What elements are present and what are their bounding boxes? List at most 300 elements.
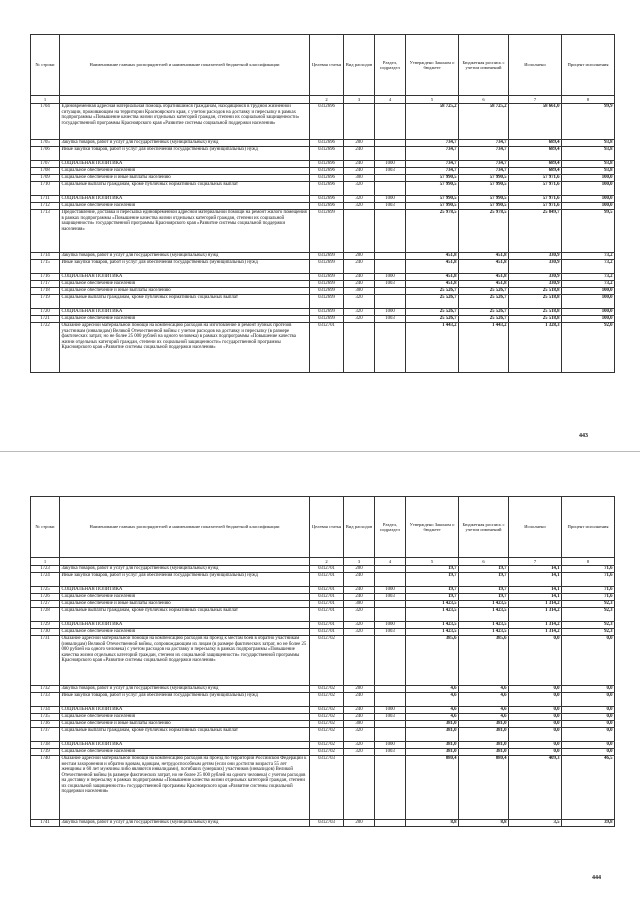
target-article: 0312701 xyxy=(310,587,344,594)
schedule-amount: 25 526,7 xyxy=(459,295,509,309)
execution-percent: 0,0 xyxy=(562,742,615,749)
col-number-6: 6 xyxy=(459,96,509,104)
expense-type xyxy=(344,323,375,373)
document-page-444 xyxy=(0,452,640,905)
indicator-name: Закупка товаров, работ и услуг для государственных (муниципальных) нужд xyxy=(60,686,310,693)
col-number-2: 2 xyxy=(310,558,344,566)
schedule-amount: 57 990,5 xyxy=(459,182,509,196)
execution-percent: 92,3 xyxy=(562,629,615,636)
col-header-expense-type: Вид расходов xyxy=(344,497,375,558)
section-code: 1000 xyxy=(375,707,406,714)
schedule-amount: 451,8 xyxy=(459,260,509,274)
schedule-amount: 734,7 xyxy=(459,168,509,175)
indicator-name: СОЦИАЛЬНАЯ ПОЛИТИКА xyxy=(60,622,310,629)
col-number-2: 2 xyxy=(310,96,344,104)
row-number: 1717 xyxy=(31,281,60,288)
executed-amount: 0,0 xyxy=(509,721,562,728)
section-code xyxy=(375,636,406,686)
section-code: 1000 xyxy=(375,196,406,203)
executed-amount: 0,0 xyxy=(509,686,562,693)
col-header-section: Раздел, подраздел xyxy=(375,35,406,96)
table-row xyxy=(31,316,615,323)
indicator-name: Социальное обеспечение населения xyxy=(60,168,310,175)
target-article: 0312701 xyxy=(310,594,344,601)
section-code xyxy=(375,260,406,274)
execution-percent: 100,0 xyxy=(562,295,615,309)
row-number: 1711 xyxy=(31,196,60,203)
approved-amount: 385,6 xyxy=(406,636,459,686)
indicator-name: Закупка товаров, работ и услуг для государственных (муниципальных) нужд xyxy=(60,566,310,573)
row-number: 1710 xyxy=(31,182,60,196)
target-article: 0312699 xyxy=(310,274,344,281)
execution-percent: 0,0 xyxy=(562,686,615,693)
execution-percent: 99,5 xyxy=(562,210,615,253)
executed-amount: 0,0 xyxy=(509,714,562,721)
expense-type: 320 xyxy=(344,295,375,309)
executed-amount: 330,9 xyxy=(509,281,562,288)
target-article: 0312699 xyxy=(310,309,344,316)
row-number: 1721 xyxy=(31,316,60,323)
approved-amount: 4,6 xyxy=(406,707,459,714)
col-number-8: 8 xyxy=(562,96,615,104)
executed-amount: 14,1 xyxy=(509,566,562,573)
indicator-name: Иные закупки товаров, работ и услуг для обеспечения государственных (муниципальных) нужд xyxy=(60,147,310,161)
target-article: 0312701 xyxy=(310,566,344,573)
col-header-schedule: Бюджетная роспись с учетом изменений xyxy=(459,35,509,96)
target-article: 0312696 xyxy=(310,147,344,161)
table-row xyxy=(31,573,615,587)
section-code: 1000 xyxy=(375,622,406,629)
row-number: 1726 xyxy=(31,594,60,601)
execution-percent: 100,0 xyxy=(562,196,615,203)
row-number: 1704 xyxy=(31,104,60,140)
table-row xyxy=(31,728,615,742)
approved-amount: 4,6 xyxy=(406,686,459,693)
target-article: 0312701 xyxy=(310,323,344,373)
execution-percent: 71,6 xyxy=(562,587,615,594)
section-code: 1000 xyxy=(375,309,406,316)
target-article: 0312702 xyxy=(310,707,344,714)
schedule-amount: 25 526,7 xyxy=(459,309,509,316)
execution-percent: 93,8 xyxy=(562,161,615,168)
execution-percent: 100,0 xyxy=(562,316,615,323)
executed-amount: 14,1 xyxy=(509,594,562,601)
section-code xyxy=(375,573,406,587)
executed-amount: 25 849,7 xyxy=(509,210,562,253)
approved-amount: 1 423,5 xyxy=(406,601,459,608)
table-row xyxy=(31,749,615,756)
expense-type: 320 xyxy=(344,182,375,196)
col-number-4: 4 xyxy=(375,96,406,104)
indicator-name: СОЦИАЛЬНАЯ ПОЛИТИКА xyxy=(60,707,310,714)
target-article: 0312696 xyxy=(310,175,344,182)
col-number-5: 5 xyxy=(406,96,459,104)
indicator-name: Иные закупки товаров, работ и услуг для обеспечения государственных (муниципальных) нужд xyxy=(60,693,310,707)
expense-type: 320 xyxy=(344,728,375,742)
expense-type: 320 xyxy=(344,629,375,636)
executed-amount: 0,0 xyxy=(509,693,562,707)
expense-type: 200 xyxy=(344,686,375,693)
expense-type xyxy=(344,104,375,140)
target-article: 0312699 xyxy=(310,295,344,309)
schedule-amount: 19,7 xyxy=(459,587,509,594)
row-number: 1732 xyxy=(31,686,60,693)
indicator-name: Предоставление, доставка и пересылка единовременной адресной материальной помощи на ремонт жилого помещения в рамках подпрограммы «Повышение качества жизни отдельных категорий граждан, степени их социальной защищенности» государственной программы Красноярского края «Развитие системы социальной поддержки населения» xyxy=(60,210,310,253)
approved-amount: 381,0 xyxy=(406,742,459,749)
expense-type: 240 xyxy=(344,587,375,594)
table-row xyxy=(31,295,615,309)
table-row xyxy=(31,622,615,629)
expense-type: 300 xyxy=(344,288,375,295)
target-article: 0312701 xyxy=(310,573,344,587)
execution-percent: 100,0 xyxy=(562,203,615,210)
approved-amount: 25 978,5 xyxy=(406,210,459,253)
target-article: 0312699 xyxy=(310,260,344,274)
row-number: 1724 xyxy=(31,573,60,587)
execution-percent: 71,6 xyxy=(562,594,615,601)
indicator-name: СОЦИАЛЬНАЯ ПОЛИТИКА xyxy=(60,274,310,281)
table-row xyxy=(31,756,615,820)
executed-amount: 0,0 xyxy=(509,728,562,742)
executed-amount: 0,0 xyxy=(509,636,562,686)
expense-type: 240 xyxy=(344,707,375,714)
section-code xyxy=(375,295,406,309)
indicator-name: Социальное обеспечение и иные выплаты населению xyxy=(60,721,310,728)
row-number: 1725 xyxy=(31,587,60,594)
executed-amount: 689,4 xyxy=(509,168,562,175)
execution-percent: 0,0 xyxy=(562,636,615,686)
expense-type: 320 xyxy=(344,203,375,210)
section-code xyxy=(375,175,406,182)
row-number: 1722 xyxy=(31,323,60,373)
row-number: 1731 xyxy=(31,636,60,686)
execution-percent: 0,0 xyxy=(562,728,615,742)
section-code xyxy=(375,608,406,622)
executed-amount: 1 328,3 xyxy=(509,323,562,373)
document-page-443 xyxy=(0,0,640,452)
execution-percent: 46,5 xyxy=(562,756,615,820)
budget-table xyxy=(30,34,615,373)
table-row xyxy=(31,203,615,210)
approved-amount: 4,6 xyxy=(406,693,459,707)
schedule-amount: 451,8 xyxy=(459,274,509,281)
executed-amount: 330,9 xyxy=(509,260,562,274)
section-code xyxy=(375,693,406,707)
schedule-amount: 4,6 xyxy=(459,714,509,721)
target-article: 0312696 xyxy=(310,182,344,196)
execution-percent: 100,0 xyxy=(562,309,615,316)
schedule-amount: 4,6 xyxy=(459,693,509,707)
schedule-amount: 1 423,5 xyxy=(459,622,509,629)
executed-amount: 689,4 xyxy=(509,140,562,147)
schedule-amount: 381,0 xyxy=(459,749,509,756)
schedule-amount: 19,7 xyxy=(459,594,509,601)
indicator-name: СОЦИАЛЬНАЯ ПОЛИТИКА xyxy=(60,309,310,316)
approved-amount: 381,0 xyxy=(406,728,459,742)
approved-amount: 25 526,7 xyxy=(406,295,459,309)
indicator-name: Социальное обеспечение населения xyxy=(60,316,310,323)
schedule-amount: 8,8 xyxy=(459,820,509,827)
section-code xyxy=(375,140,406,147)
schedule-amount: 19,7 xyxy=(459,566,509,573)
executed-amount: 330,9 xyxy=(509,253,562,260)
indicator-name: СОЦИАЛЬНАЯ ПОЛИТИКА xyxy=(60,161,310,168)
schedule-amount: 451,8 xyxy=(459,253,509,260)
executed-amount: 57 971,6 xyxy=(509,175,562,182)
schedule-amount: 57 990,5 xyxy=(459,196,509,203)
expense-type: 320 xyxy=(344,742,375,749)
approved-amount: 57 990,5 xyxy=(406,182,459,196)
section-code xyxy=(375,288,406,295)
approved-amount: 25 526,7 xyxy=(406,316,459,323)
section-code: 1003 xyxy=(375,168,406,175)
section-code xyxy=(375,566,406,573)
target-article: 0312702 xyxy=(310,636,344,686)
table-row xyxy=(31,714,615,721)
table-row xyxy=(31,636,615,686)
expense-type: 240 xyxy=(344,161,375,168)
row-number: 1720 xyxy=(31,309,60,316)
page-number: 444 xyxy=(592,875,601,881)
schedule-amount: 25 978,5 xyxy=(459,210,509,253)
section-code xyxy=(375,182,406,196)
execution-percent: 100,0 xyxy=(562,182,615,196)
col-number-7: 7 xyxy=(509,96,562,104)
schedule-amount: 57 990,5 xyxy=(459,203,509,210)
expense-type xyxy=(344,210,375,253)
table-row xyxy=(31,566,615,573)
executed-amount: 1 314,2 xyxy=(509,608,562,622)
section-code xyxy=(375,756,406,820)
col-number-3: 3 xyxy=(344,558,375,566)
approved-amount: 734,7 xyxy=(406,147,459,161)
execution-percent: 92,3 xyxy=(562,601,615,608)
execution-percent: 93,8 xyxy=(562,140,615,147)
target-article: 0312696 xyxy=(310,161,344,168)
row-number: 1741 xyxy=(31,820,60,827)
schedule-amount: 1 443,2 xyxy=(459,323,509,373)
executed-amount: 14,1 xyxy=(509,587,562,594)
target-article: 0312696 xyxy=(310,168,344,175)
table-row xyxy=(31,168,615,175)
row-number: 1723 xyxy=(31,566,60,573)
expense-type xyxy=(344,756,375,820)
table-row xyxy=(31,594,615,601)
table-row xyxy=(31,608,615,622)
indicator-name: Социальные выплаты гражданам, кроме публичных нормативных социальных выплат xyxy=(60,182,310,196)
target-article: 0312701 xyxy=(310,601,344,608)
col-header-row-number: № строки xyxy=(31,35,60,96)
section-code xyxy=(375,728,406,742)
table-row xyxy=(31,104,615,140)
executed-amount: 1 314,2 xyxy=(509,629,562,636)
col-header-executed: Исполнено xyxy=(509,35,562,96)
approved-amount: 1 443,2 xyxy=(406,323,459,373)
table-row xyxy=(31,693,615,707)
section-code xyxy=(375,820,406,827)
section-code xyxy=(375,601,406,608)
col-header-approved: Утверждено Законом о бюджете xyxy=(406,35,459,96)
col-number-5: 5 xyxy=(406,558,459,566)
target-article: 0312696 xyxy=(310,203,344,210)
col-header-section: Раздел, подраздел xyxy=(375,497,406,558)
schedule-amount: 19,7 xyxy=(459,573,509,587)
col-number-1b xyxy=(60,96,310,104)
indicator-name: Социальное обеспечение населения xyxy=(60,594,310,601)
row-number: 1740 xyxy=(31,756,60,820)
target-article: 0312699 xyxy=(310,281,344,288)
section-code: 1003 xyxy=(375,749,406,756)
col-header-target-article: Целевая статья xyxy=(310,497,344,558)
executed-amount: 25 518,8 xyxy=(509,295,562,309)
execution-percent: 71,6 xyxy=(562,566,615,573)
approved-amount: 451,8 xyxy=(406,253,459,260)
indicator-name: СОЦИАЛЬНАЯ ПОЛИТИКА xyxy=(60,196,310,203)
approved-amount: 25 526,7 xyxy=(406,309,459,316)
executed-amount: 330,9 xyxy=(509,274,562,281)
expense-type: 240 xyxy=(344,147,375,161)
section-code xyxy=(375,210,406,253)
indicator-name: Единовременная адресная материальная помощь обратившимся гражданам, находящимся в трудной жизненной ситуации, проживающим на территории Красноярского края, с учетом расходов на доставку и пересылку в рамках подпрограммы «Повышение качества жизни отдельных категорий граждан, степени их социальной защищенности» государственной программы Красноярского края «Развитие системы социальной поддержки населения» xyxy=(60,104,310,140)
table-row xyxy=(31,601,615,608)
executed-amount: 409,3 xyxy=(509,756,562,820)
col-header-expense-type: Вид расходов xyxy=(344,35,375,96)
approved-amount: 1 423,5 xyxy=(406,622,459,629)
table-row xyxy=(31,721,615,728)
target-article: 0312699 xyxy=(310,253,344,260)
indicator-name: Социальное обеспечение населения xyxy=(60,281,310,288)
execution-percent: 73,2 xyxy=(562,274,615,281)
execution-percent: 93,8 xyxy=(562,168,615,175)
section-code: 1000 xyxy=(375,742,406,749)
approved-amount: 19,7 xyxy=(406,587,459,594)
row-number: 1705 xyxy=(31,140,60,147)
row-number: 1738 xyxy=(31,742,60,749)
expense-type: 320 xyxy=(344,309,375,316)
schedule-amount: 1 423,5 xyxy=(459,608,509,622)
approved-amount: 451,8 xyxy=(406,260,459,274)
indicator-name: СОЦИАЛЬНАЯ ПОЛИТИКА xyxy=(60,742,310,749)
execution-percent: 73,2 xyxy=(562,253,615,260)
row-number: 1737 xyxy=(31,728,60,742)
col-header-percent: Процент исполнения xyxy=(562,35,615,96)
row-number: 1707 xyxy=(31,161,60,168)
approved-amount: 734,7 xyxy=(406,168,459,175)
execution-percent: 92,0 xyxy=(562,323,615,373)
approved-amount: 57 990,5 xyxy=(406,175,459,182)
row-number: 1734 xyxy=(31,707,60,714)
indicator-name: Закупка товаров, работ и услуг для государственных (муниципальных) нужд xyxy=(60,253,310,260)
expense-type: 240 xyxy=(344,693,375,707)
execution-percent: 92,3 xyxy=(562,622,615,629)
col-header-name: Наименование главных распорядителей и наименование показателей бюджетной классификации xyxy=(60,35,310,96)
schedule-amount: 58 725,2 xyxy=(459,104,509,140)
schedule-amount: 25 526,7 xyxy=(459,316,509,323)
target-article: 0312696 xyxy=(310,196,344,203)
target-article: 0312699 xyxy=(310,316,344,323)
target-article: 0312703 xyxy=(310,756,344,820)
approved-amount: 19,7 xyxy=(406,573,459,587)
table-row xyxy=(31,686,615,693)
executed-amount: 3,5 xyxy=(509,820,562,827)
section-code: 1003 xyxy=(375,281,406,288)
expense-type: 320 xyxy=(344,196,375,203)
section-code xyxy=(375,721,406,728)
approved-amount: 1 423,5 xyxy=(406,608,459,622)
table-row xyxy=(31,820,615,827)
table-row xyxy=(31,288,615,295)
indicator-name: Социальные выплаты гражданам, кроме публичных нормативных социальных выплат xyxy=(60,608,310,622)
row-number: 1716 xyxy=(31,274,60,281)
table-row xyxy=(31,253,615,260)
col-header-name: Наименование главных распорядителей и наименование показателей бюджетной классификации xyxy=(60,497,310,558)
row-number: 1713 xyxy=(31,210,60,253)
table-row xyxy=(31,161,615,168)
col-number-1b xyxy=(60,558,310,566)
col-header-row-number: № строки xyxy=(31,497,60,558)
row-number: 1730 xyxy=(31,629,60,636)
schedule-amount: 381,0 xyxy=(459,721,509,728)
expense-type: 300 xyxy=(344,175,375,182)
executed-amount: 57 971,6 xyxy=(509,203,562,210)
indicator-name: Закупка товаров, работ и услуг для государственных (муниципальных) нужд xyxy=(60,820,310,827)
row-number: 1715 xyxy=(31,260,60,274)
approved-amount: 4,6 xyxy=(406,714,459,721)
indicator-name: СОЦИАЛЬНАЯ ПОЛИТИКА xyxy=(60,587,310,594)
expense-type: 320 xyxy=(344,316,375,323)
approved-amount: 25 526,7 xyxy=(406,288,459,295)
indicator-name: Социальное обеспечение населения xyxy=(60,203,310,210)
table-row xyxy=(31,260,615,274)
section-code: 1003 xyxy=(375,316,406,323)
section-code: 1003 xyxy=(375,714,406,721)
col-header-schedule: Бюджетная роспись с учетом изменений xyxy=(459,497,509,558)
executed-amount: 25 518,8 xyxy=(509,288,562,295)
section-code: 1003 xyxy=(375,594,406,601)
execution-percent: 39,8 xyxy=(562,820,615,827)
indicator-name: Социальное обеспечение и иные выплаты населению xyxy=(60,175,310,182)
section-code xyxy=(375,104,406,140)
section-code: 1003 xyxy=(375,203,406,210)
target-article: 0312696 xyxy=(310,140,344,147)
row-number: 1736 xyxy=(31,721,60,728)
row-number: 1733 xyxy=(31,693,60,707)
section-code xyxy=(375,253,406,260)
table-row xyxy=(31,587,615,594)
page-number: 443 xyxy=(579,433,588,439)
row-number: 1735 xyxy=(31,714,60,721)
expense-type: 300 xyxy=(344,601,375,608)
execution-percent: 0,0 xyxy=(562,714,615,721)
schedule-amount: 4,6 xyxy=(459,686,509,693)
row-number: 1739 xyxy=(31,749,60,756)
target-article: 0312702 xyxy=(310,721,344,728)
indicator-name: Оказание адресной материальной помощи на компенсацию расходов на изготовление и ремонт зубных протезов участникам (инвалидам) Великой Отечественной войны с учетом расходов на доставку и пересылку (в размере фактических затрат, но не более 25 000 рублей на одного человека) в рамках подпрограммы «Повышение качества жизни отдельных категорий граждан, степени их социальной защищенности» государственной программы Красноярского края «Развитие системы социальной поддержки населения» xyxy=(60,323,310,373)
section-code xyxy=(375,323,406,373)
execution-percent: 71,6 xyxy=(562,573,615,587)
target-article: 0312702 xyxy=(310,686,344,693)
schedule-amount: 1 423,5 xyxy=(459,601,509,608)
row-number: 1706 xyxy=(31,147,60,161)
expense-type: 320 xyxy=(344,608,375,622)
approved-amount: 734,7 xyxy=(406,161,459,168)
section-code: 1000 xyxy=(375,587,406,594)
col-header-percent: Процент исполнения xyxy=(562,497,615,558)
execution-percent: 100,0 xyxy=(562,175,615,182)
col-number-4: 4 xyxy=(375,558,406,566)
section-code xyxy=(375,686,406,693)
expense-type: 320 xyxy=(344,622,375,629)
